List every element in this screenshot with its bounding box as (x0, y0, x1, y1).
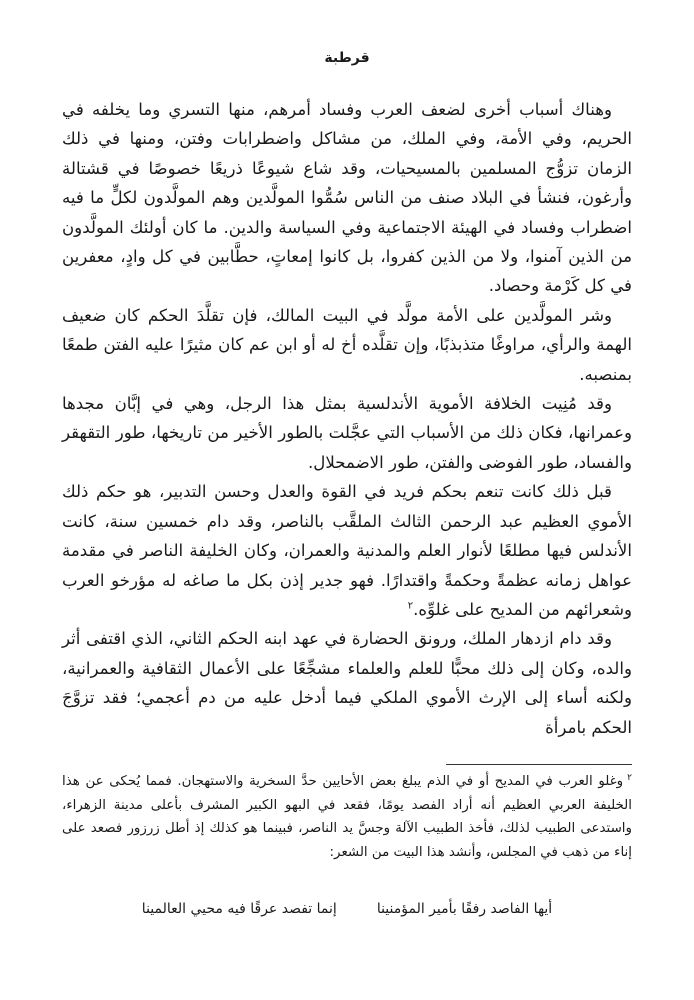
paragraph: وقد دام ازدهار الملك، ورونق الحضارة في عهد ابنه الحكم الثاني، الذي اقتفى أثر والده، وكان إلى ذلك محبًّا للعلم والعلماء مشجِّعًا على الأعمال الثقافية والعمرانية، ولكنه أساء إلى الإرث الأموي الملكي فيما أدخل عليه من دم أعجمي؛ فقد تزوَّجَ الحكم بامرأة (62, 629, 632, 737)
footnote-reference[interactable]: ٢ (407, 600, 414, 612)
verse-first-hemistich: أيها الفاصد رفقًا بأمير المؤمنينا (376, 901, 553, 917)
paragraph-with-footnote (62, 477, 632, 624)
paragraph: وشر المولَّدين على الأمة مولَّد في البيت المالك، فإن تقلَّدَ الحكم كان ضعيف الهمة والرأي، مراوغًا متذبذبًا، وإن تقلَّده أخ له أو ابن عم كان مثيرًا عليه الفتن طمعًا بمنصبه. (62, 305, 632, 384)
running-header: قرطبة (324, 50, 370, 66)
main-text (62, 95, 632, 742)
verse-second-hemistich: إنما تفصد عرقًا فيه محيي العالمينا (141, 901, 337, 917)
paragraph: وهناك أسباب أخرى لضعف العرب وفساد أمرهم، منها التسري وما يخلفه في الحريم، وفي الأمة، وفي الملك، من مشاكل واضطرابات وفتن، ومنها في ذلك الزمان تزوُّج المسلمين بالمسيحيات، وقد شاع شيوعًا ذريعًا خصوصًا في قشتالة وأرغون، فنشأ في البلاد صنف من الناس سُمُّوا المولَّدين وهم المولَّدون لكلٍّ ما فيه اضطراب وفساد في الهيئة الاجتماعية وفي السياسة والدين. ما كان أولئك المولَّدون من الذين آمنوا، ولا من الذين كفروا، بل كانوا إمعاتٍ، حطَّابين في كل وادٍ، معفرين في كل كَرْمة وحصاد. (62, 100, 632, 296)
footnote-text: وغلو العرب في المديح أو في الذم يبلغ بعض الأحايين حدَّ السخرية والاستهجان. فمما يُحكى عن هذا الخليفة العربي العظيم أنه أراد الفصد يومًا، فقعد في البهو الكبير المشرف بأعلى مدينة الزهراء، واستدعى الطبيب لذلك، فأخذ الطبيب الآلة وجسَّ يد الناصر، فبينما هو كذلك إذ أطل زرزور فصعد على إناء من ذهب في المجلس، وأنشد هذا البيت من الشعر: (62, 774, 632, 860)
paragraph-text: قبل ذلك كانت تنعم بحكم فريد في القوة والعدل وحسن التدبير، هو حكم ذلك الأموي العظيم عبد الرحمن الثالث الملقَّب بالناصر، وقد دام خمسين سنة، كانت الأندلس فيها مطلعًا لأنوار العلم والمدنية والعمران، وكان الخليفة الناصر في مقدمة عواهل زمانه عظمةً وحكمةً واقتدارًا. فهو جدير إذن بكل ما صاغه له مؤرخو العرب وشعرائهم من المديح على غلوِّه. (62, 482, 632, 619)
footnote-body (62, 770, 632, 864)
poem-verse (62, 898, 632, 920)
footnote-separator (446, 764, 632, 765)
footnote-marker: ٢ (627, 772, 632, 783)
footnote (62, 770, 632, 864)
paragraph: وقد مُنِيت الخلافة الأموية الأندلسية بمثل هذا الرجل، وهي في إبَّان مجدها وعمرانها، فكان ذلك من الأسباب التي عجَّلت بالطور الأخير من تاريخها، طور التقهقر والفساد، طور الفوضى والفتن، طور الاضمحلال. (62, 394, 632, 472)
